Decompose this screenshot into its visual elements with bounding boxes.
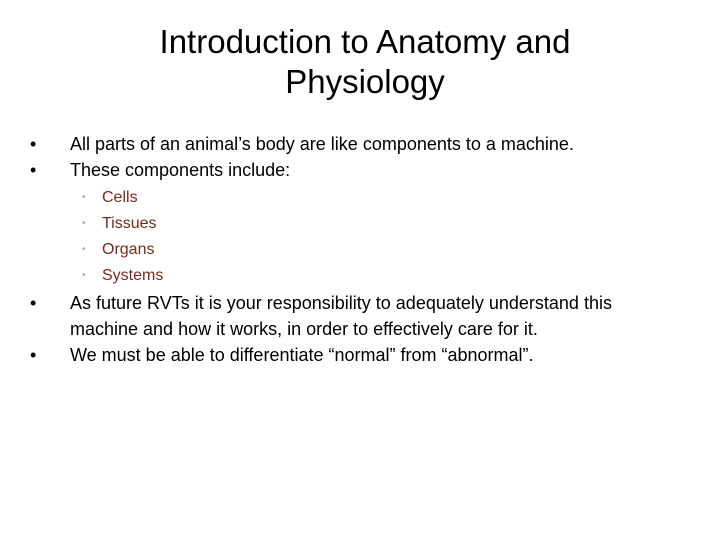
sub-bullet-marker: • bbox=[82, 192, 86, 203]
sub-bullet-marker: • bbox=[82, 270, 86, 281]
bullet-text: These components include: bbox=[70, 160, 291, 180]
title-line-2: Physiology bbox=[285, 63, 445, 100]
sub-bullet-text: Systems bbox=[102, 267, 164, 284]
bullet-marker: • bbox=[30, 134, 37, 154]
bullet-marker: • bbox=[30, 160, 37, 180]
sub-bullet-text: Tissues bbox=[102, 215, 157, 232]
slide-title bbox=[60, 22, 670, 102]
title-line-1: Introduction to Anatomy and bbox=[159, 23, 571, 60]
sub-bullet-text: Organs bbox=[102, 241, 155, 258]
bullet-text-continued: machine and how it works, in order to effectively care for it. bbox=[70, 319, 538, 339]
bullet-text: All parts of an animal’s body are like components to a machine. bbox=[70, 134, 574, 154]
sub-bullet-marker: • bbox=[82, 218, 86, 229]
bullet-marker: • bbox=[30, 345, 37, 365]
sub-bullet-marker: • bbox=[82, 244, 86, 255]
sub-bullet-text: Cells bbox=[102, 189, 138, 206]
bullet-marker: • bbox=[30, 293, 37, 313]
bullet-text: We must be able to differentiate “normal” from “abnormal”. bbox=[70, 345, 534, 365]
bullet-text: As future RVTs it is your responsibility to adequately understand this bbox=[70, 293, 612, 313]
